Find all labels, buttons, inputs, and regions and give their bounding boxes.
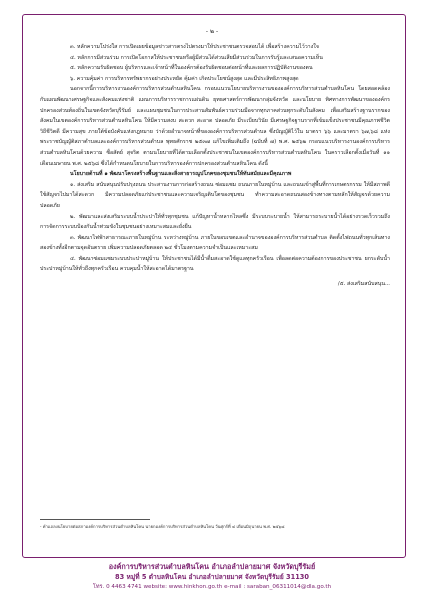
footnote: - คำแถลงนโยบายต่อสภาองค์การบริหารส่วนตำบลหินโคน นายกองค์การบริหารส่วนตำบลหินโคน วันศุกร์ที่ ๔ เดือนมิถุนายน พ.ศ. ๒๕๖๘ — [40, 524, 285, 529]
paragraph-principle-6: ๖. ความคุ้มค่า การบริหารทรัพยากรอย่างประหยัด คุ้มค่า เกิดประโยชน์สูงสุด และมีประสิทธิภาพสูงสุด — [70, 75, 299, 82]
document-body — [40, 42, 390, 290]
footer-contact: โทร. 0 4463 4741 website: www.hinkhon.go.th e-mail : saraban_06311014@dla.go.th — [92, 584, 332, 590]
continuation-note: /๕. ส่งเสริมสนับสนุน... — [337, 281, 390, 288]
paragraph-principle-5: ๕. หลักความรับผิดชอบ ผู้บริหารและเจ้าหน้าที่ในองค์กรต้องรับผิดชอบต่อหน้าที่และผลการปฏิบัติงานของตน — [70, 65, 313, 72]
letterhead-footer — [0, 562, 424, 592]
policy-item-4: ๔. พัฒนาซ่อมแซมระบบประปาหมู่บ้าน ให้ประชาชนได้มีน้ำดื่มสะอาดใช้ดูแลทุกครัวเรือน เพื่อลดต่อความต้องการของประชาชน ยกระดับน้ำประปาหมู่บ้านให้ทั่วถึงทุกครัวเรือน ควบคุมน้ำให้สะอาดได้มาตรฐาน — [40, 255, 390, 273]
policy-item-2: ๒. พัฒนาและส่งเสริมระบบน้ำประปาให้ทั่วทุกชุมชน แก้ปัญหาน้ำหลากไหลซึ่ง มีระบบระบายน้ำ ให้สามารถระบายน้ำได้อย่างรวดเร็วรวมถึงการจัดการระบบป้องกันน้ำท่วมขังในชุมชนอย่างเหมาะสมและยั่งยืน — [40, 213, 390, 231]
footer-address: 83 หมู่ที่ 5 ตำบลหินโคน อำเภอลำปลายมาศ จังหวัดบุรีรัมย์ 31130 — [115, 573, 309, 581]
paragraph-policy-intro: นอกจากนี้การบริหารงานองค์การบริหารส่วนตำบลหินโคน กรอบแนวนโยบายบริหารงานขององค์การบริหารส่วนตำบลหินโคน โดยสอดคล้องกับแผนพัฒนาเศรษฐกิจและสังคมแห่งชาติ แผนการบริหารราชการแผ่นดิน ยุทธศาสตร์การพัฒนากลุ่มจังหวัด และนโยบาย ทิศทางการพัฒนาขององค์กรปกครองส่วนท้องถิ่นในเขตจังหวัดบุรีรัมย์ และแผนชุมชนในการประสานสัมพันธ์ความร่วมมือจากทุกภาคส่วนทุกระดับในสังคม เพื่อเสริมสร้างฐานรากของสังคมในเขตองค์การบริหารส่วนตำบลหินโคน ให้มีความสงบ สะดวก สะอาด ปลอดภัย มีระเบียบวินัย มีเศรษฐกิจฐานรากที่เข้มแข็งประชาชนมีคุณภาพชีวิต วิถีชีวิตดี มีความสุข ภายใต้ข้อบังคับแห่งกฎหมาย ว่าด้วยอำนาจหน้าที่ขององค์การบริหารส่วนตำบล ซึ่งบัญญัติไว้ใน มาตรา ๖๖ และมาตรา ๖๗,๖๘ แห่งพระราชบัญญัติสภาตำบลและองค์การบริหารส่วนตำบล พุทธศักราช ๒๕๓๗ แก้ไขเพิ่มเติมถึง (ฉบับที่ ๗) พ.ศ. ๒๕๖๒ กรอบแนวบริหารงานองค์การบริหารส่วนตำบลหินโคนด้วยความ ซื่อสัตย์ สุจริต ตามนโยบายที่ได้ตามเลือกตั้งประชาชนในเขตองค์การบริหารส่วนตำบลหินโคน ในคราวเลือกตั้งเมื่อวันที่ ๑๑ เดือนเมษายน พ.ศ. ๒๕๖๘ ซึ่งได้กำหนดนโยบายในการบริหารองค์การปกครองส่วนตำบลหินโคน ดังนี้ — [40, 86, 390, 167]
footer-organization: องค์การบริหารส่วนตำบลหินโคน อำเภอลำปลายมาศ จังหวัดบุรีรัมย์ — [108, 562, 316, 571]
policy-heading-1: นโยบายด้านที่ ๑ พัฒนาโครงสร้างพื้นฐานและสิ่งสาธารณูปโภคของชุมชนให้ทันสมัยและมีคุณภาพ — [70, 171, 292, 178]
paragraph-principle-4: ๔. หลักการมีส่วนร่วม การเปิดโอกาสให้ประชาชนหรือผู้มีส่วนได้ส่วนเสียมีส่วนร่วมในการรับรู้และเสนอความเห็น — [70, 54, 323, 61]
page-number: - ๒ - — [205, 28, 219, 35]
footnote-divider — [40, 519, 150, 520]
paragraph-principle-3: ๓. หลักความโปร่งใส การเปิดเผยข้อมูลข่าวสารตรงไปตรงมาให้ประชาชนตรวจสอบได้ เพื่อสร้างความไว้วางใจ — [70, 44, 319, 50]
policy-item-1: ๑. ส่งเสริม สนับสนุนปรับปรุงถนน ประสานงานการก่อสร้างถนน ซ่อมแซม ถนนภายในหมู่บ้าน และถนนเข้าสู่พื้นที่การเกษตรกรรม ให้มีสภาพดีใช้สัญจรไปมาได้สะดวก มีความปลอดภัยแก่ประชาชนและความเจริญเติบโตของชุมชน ทำความสะอาดถนนสองข้างทางตามหลักให้สัญจรด้วยความปลอดภัย — [40, 181, 390, 209]
policy-item-3: ๓. พัฒนาไฟฟ้าสาธารณะภายในหมู่บ้าน ระหว่างหมู่บ้าน ภายในขอบเขตและอำนาจขององค์การบริหารส่วนตำบล ติดตั้งไฟถนนทั่วทุกเส้นทางสองข้างทั้งอีกตามจุดอันตราย เพิ่มความปลอดภัยตลอด ๒๔ ชั่วโมงตามความจำเป็นและเหมาะสม — [40, 234, 390, 252]
